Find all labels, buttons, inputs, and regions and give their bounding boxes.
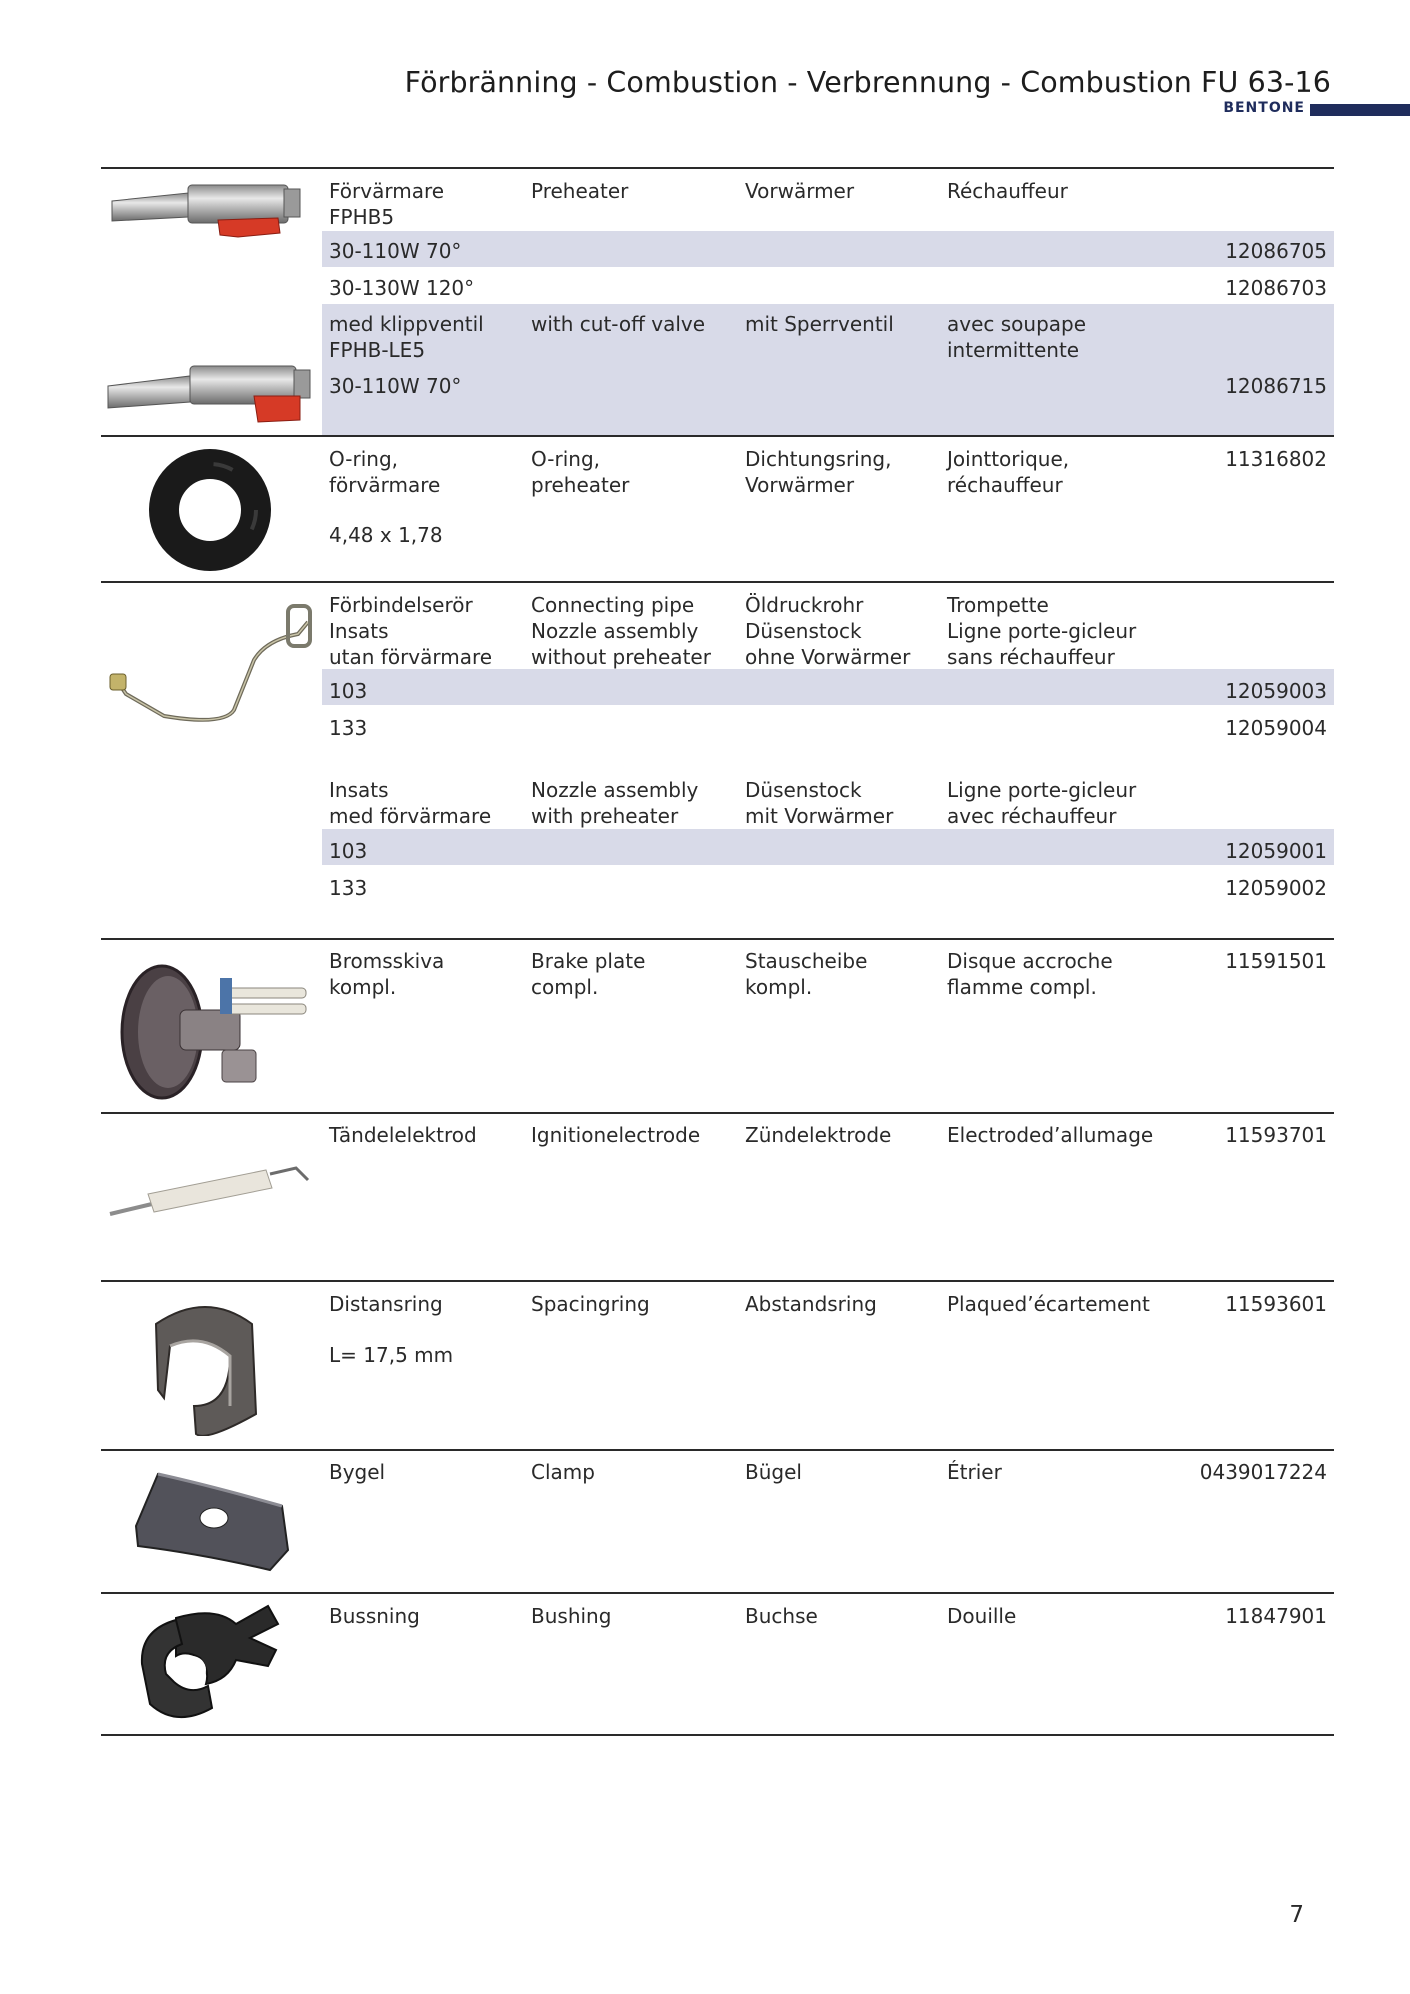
- page-number: 7: [1289, 1902, 1304, 1928]
- section-divider: [101, 938, 1334, 940]
- section-divider: [101, 1112, 1334, 1114]
- article-number: 12059001: [1225, 839, 1327, 863]
- brand-bar: [1310, 104, 1410, 116]
- section-divider: [101, 1449, 1334, 1451]
- name-en: Spacingring: [531, 1292, 650, 1316]
- preheater-icon: [108, 175, 304, 253]
- article-number: 11847901: [1225, 1604, 1327, 1628]
- brake-plate-icon: [110, 960, 320, 1102]
- name-fr: Douille: [947, 1604, 1017, 1628]
- article-number: 12059004: [1225, 716, 1327, 740]
- section-divider: [101, 1280, 1334, 1282]
- name-sv: Tändelelektrod: [329, 1123, 477, 1147]
- spec: 103: [329, 679, 368, 703]
- name-de: Stauscheibe kompl.: [745, 949, 868, 999]
- name-en: Brake plate compl.: [531, 949, 646, 999]
- article-number: 0439017224: [1199, 1460, 1327, 1484]
- name-de: Bügel: [745, 1460, 802, 1484]
- name-sv: Bygel: [329, 1460, 386, 1484]
- spec: L= 17,5 mm: [329, 1343, 454, 1367]
- spec: 103: [329, 839, 368, 863]
- name-fr: Electroded’allumage: [947, 1123, 1154, 1147]
- name-en: Connecting pipe Nozzle assembly without preheater: [531, 593, 711, 669]
- article-number: 12086703: [1225, 276, 1327, 300]
- name-fr: avec soupape intermittente: [947, 312, 1087, 362]
- clamp-icon: [132, 1466, 292, 1576]
- article-number: 12059003: [1225, 679, 1327, 703]
- name-en: Nozzle assembly with preheater: [531, 778, 699, 828]
- name-fr: Jointtorique, réchauffeur: [947, 447, 1070, 497]
- page-title: Förbränning - Combustion - Verbrennung - Combustion FU 63-16: [404, 66, 1331, 99]
- section-divider: [101, 435, 1334, 437]
- spec: 30-110W 70°: [329, 374, 462, 398]
- name-en: O-ring, preheater: [531, 447, 630, 497]
- name-de: Dichtungsring, Vorwärmer: [745, 447, 892, 497]
- name-de: mit Sperrventil: [745, 312, 894, 336]
- article-number: 12059002: [1225, 876, 1327, 900]
- name-sv: Förbindelserör Insats utan förvärmare: [329, 593, 493, 669]
- article-number: 11593701: [1225, 1123, 1327, 1147]
- name-en: Preheater: [531, 179, 629, 203]
- name-sv: Bromsskiva kompl.: [329, 949, 445, 999]
- name-en: Ignitionelectrode: [531, 1123, 701, 1147]
- name-de: Abstandsring: [745, 1292, 877, 1316]
- article-number: 12086705: [1225, 239, 1327, 263]
- o-ring-icon: [148, 448, 272, 572]
- name-fr: Trompette Ligne porte-gicleur sans réchauffeur: [947, 593, 1137, 669]
- name-de: Buchse: [745, 1604, 818, 1628]
- name-sv: Bussning: [329, 1604, 420, 1628]
- name-en: Clamp: [531, 1460, 595, 1484]
- spec: 133: [329, 876, 368, 900]
- name-de: Zündelektrode: [745, 1123, 892, 1147]
- article-number: 11593601: [1225, 1292, 1327, 1316]
- section-divider: [101, 167, 1334, 169]
- name-de: Vorwärmer: [745, 179, 855, 203]
- name-de: Öldruckrohr Düsenstock ohne Vorwärmer: [745, 593, 911, 669]
- name-fr: Plaqued’écartement: [947, 1292, 1150, 1316]
- name-sv: Förvärmare FPHB5: [329, 179, 445, 229]
- name-sv: Insats med förvärmare: [329, 778, 492, 828]
- spec: 133: [329, 716, 368, 740]
- name-sv: Distansring: [329, 1292, 443, 1316]
- brand-logo: BENTONE: [1223, 100, 1305, 116]
- preheater-valve-icon: [104, 360, 316, 432]
- article-number: 11591501: [1225, 949, 1327, 973]
- spec: 30-110W 70°: [329, 239, 462, 263]
- name-fr: Étrier: [947, 1460, 1002, 1484]
- article-number: 11316802: [1225, 447, 1327, 471]
- name-fr: Disque accroche flamme compl.: [947, 949, 1113, 999]
- section-divider: [101, 1592, 1334, 1594]
- spec: 4,48 x 1,78: [329, 523, 443, 547]
- section-divider: [101, 1734, 1334, 1736]
- name-fr: Ligne porte-gicleur avec réchauffeur: [947, 778, 1137, 828]
- article-number: 12086715: [1225, 374, 1327, 398]
- spacing-ring-icon: [150, 1296, 262, 1436]
- spec: 30-130W 120°: [329, 276, 475, 300]
- name-en: Bushing: [531, 1604, 612, 1628]
- name-fr: Réchauffeur: [947, 179, 1068, 203]
- name-en: with cut-off valve: [531, 312, 706, 336]
- name-sv: O-ring, förvärmare: [329, 447, 441, 497]
- name-de: Düsenstock mit Vorwärmer: [745, 778, 894, 828]
- bushing-icon: [136, 1600, 286, 1728]
- name-sv: med klippventil FPHB-LE5: [329, 312, 484, 362]
- ignition-electrode-icon: [108, 1160, 312, 1226]
- section-divider: [101, 581, 1334, 583]
- connecting-pipe-icon: [104, 598, 316, 736]
